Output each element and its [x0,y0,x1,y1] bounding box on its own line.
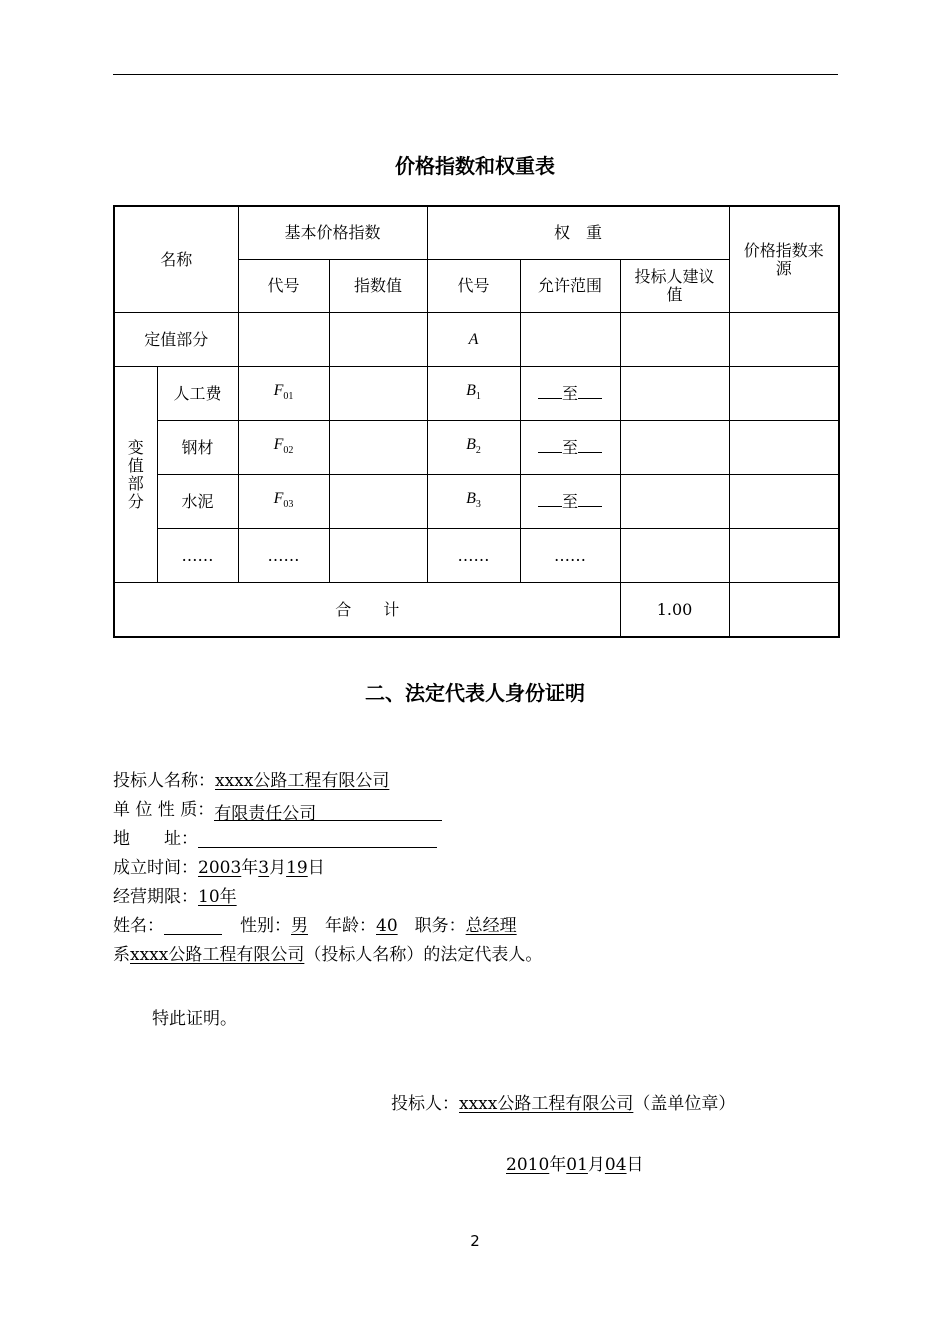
date-year: 2010 [506,1155,550,1175]
est-day: 19 [286,858,308,878]
row-range: 至 [520,367,620,421]
table-cell [729,475,839,529]
header-name: 名称 [114,206,238,313]
table-cell [729,529,839,583]
gender-label: 性别： [240,916,291,936]
row-range: 至 [520,421,620,475]
header-index-value: 指数值 [329,260,427,313]
table-cell [520,313,620,367]
table-cell [620,313,729,367]
table-cell [729,583,839,638]
established-label: 成立时间： [113,858,198,878]
term-label: 经营期限： [113,887,198,907]
address-line [113,825,542,854]
variable-part-label [114,367,157,583]
date-year-unit: 年 [549,1155,567,1175]
row-code: $F_{02}$ [238,421,329,475]
certify-text: 特此证明。 [152,1009,237,1029]
address-label: 地 址： [113,829,198,849]
bidder-name-line [113,767,542,796]
variable-part-char: 分 [127,491,144,511]
row-weight-code: $B_2$ [427,421,520,475]
row-code: $F_{01}$ [238,367,329,421]
header-weight-code: 代号 [427,260,520,313]
table-cell [329,313,427,367]
table-cell [620,421,729,475]
name-field [164,914,222,935]
table-cell [329,529,427,583]
signature-line [391,1089,735,1114]
page-number: 2 [470,1232,480,1250]
header-base-index: 基本价格指数 [238,206,427,260]
nature-line [113,796,542,825]
signature-label: 投标人： [391,1094,459,1114]
variable-part-char: 值 [127,455,144,475]
row-item: 人工费 [157,367,238,421]
est-month: 3 [258,858,270,878]
bidder-name-label: 投标人名称： [113,771,215,791]
row-weight-code: $B_3$ [427,475,520,529]
identity-form [113,767,542,970]
ellipsis: …… [157,529,238,583]
date-month: 01 [566,1155,588,1175]
table-title: 价格指数和权重表 [395,154,555,178]
ellipsis: …… [427,529,520,583]
total-label: 合 计 [114,583,620,638]
signature-company: xxxx公路工程有限公司 [459,1094,634,1114]
variable-part-char: 变 [127,437,144,457]
table-cell [729,421,839,475]
section-title: 二、法定代表人身份证明 [365,681,585,705]
nature-field: 有限责任公司 [214,800,442,821]
position-value: 总经理 [465,916,517,936]
row-item: 水泥 [157,475,238,529]
nature-label: 单 位 性 质： [113,800,215,820]
statement-prefix: 系 [113,945,130,965]
sign-date [506,1150,644,1175]
total-value: 1.00 [620,583,729,638]
table-cell [729,367,839,421]
position-label: 职务： [414,916,466,936]
term-line [113,883,542,912]
year-unit: 年 [241,858,259,878]
row-weight-code: $B_1$ [427,367,520,421]
row-code: $F_{03}$ [238,475,329,529]
term-value: 10年 [198,887,237,907]
bidder-name-value: xxxx公路工程有限公司 [215,771,390,791]
header-allowed-range: 允许范围 [520,260,620,313]
ellipsis: …… [520,529,620,583]
row-item: 钢材 [157,421,238,475]
header-rule [113,74,838,75]
fixed-part-label: 定值部分 [114,313,238,367]
month-unit: 月 [269,858,287,878]
header-weight: 权 重 [427,206,729,260]
table-cell [329,421,427,475]
table-cell [620,529,729,583]
established-line [113,854,542,883]
age-value: 40 [376,916,398,936]
gender-value: 男 [291,916,308,936]
table-cell [620,475,729,529]
day-unit: 日 [307,858,325,878]
header-code: 代号 [238,260,329,313]
header-bidder-suggest: 投标人建议值 [620,260,729,313]
statement-suffix: （投标人名称）的法定代表人。 [304,945,543,965]
price-index-weight-table [113,205,840,638]
age-label: 年龄： [325,916,376,936]
header-source: 价格指数来源 [729,206,839,313]
table-cell [329,367,427,421]
statement-line [113,941,542,970]
row-range: 至 [520,475,620,529]
table-cell [329,475,427,529]
table-cell [620,367,729,421]
table-cell [729,313,839,367]
date-day: 04 [604,1155,627,1175]
date-day-unit: 日 [626,1155,644,1175]
statement-company: xxxx公路工程有限公司 [130,945,305,965]
ellipsis: …… [238,529,329,583]
signature-seal: （盖单位章） [633,1094,736,1114]
variable-part-char: 部 [127,473,144,493]
name-label: 姓名： [113,916,164,936]
est-year: 2003 [198,858,242,878]
address-field [198,827,437,848]
table-cell [238,313,329,367]
fixed-weight-code: A [427,313,520,367]
date-month-unit: 月 [587,1155,605,1175]
person-line [113,912,542,941]
